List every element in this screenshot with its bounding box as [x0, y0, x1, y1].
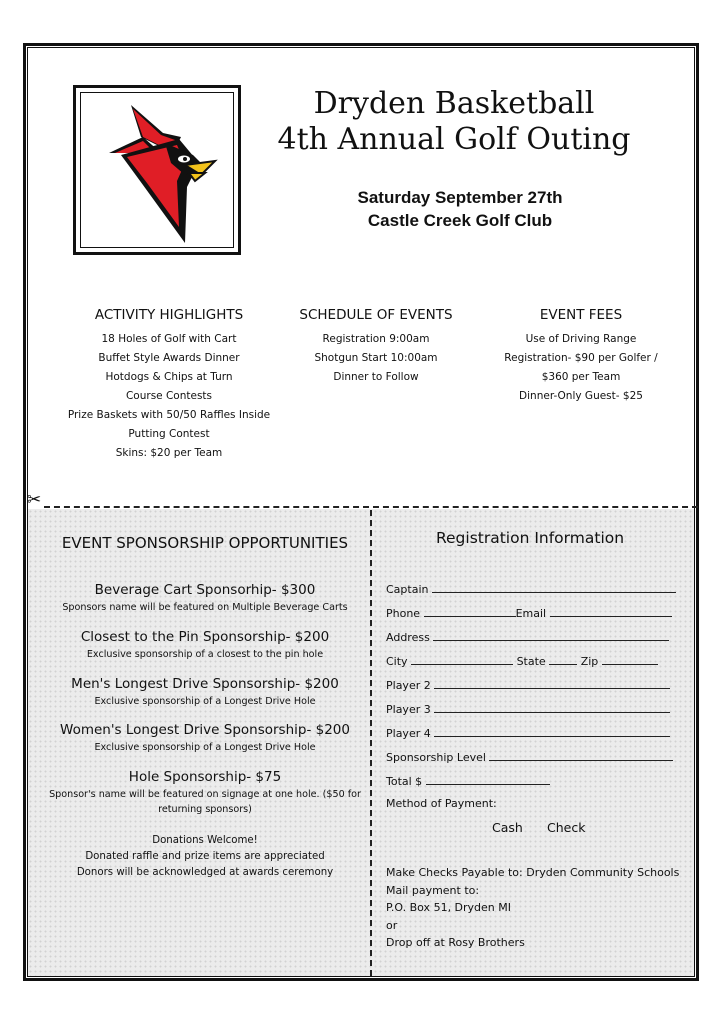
- player3-label: Player 3: [386, 703, 431, 716]
- donations-line: Donations Welcome!: [152, 835, 258, 846]
- state-field[interactable]: [549, 652, 577, 665]
- highlight-item: Skins: $20 per Team: [115, 447, 223, 459]
- sponsorship-name: Closest to the Pin Sponsorship- $200: [80, 629, 330, 645]
- schedule-of-events: [287, 306, 465, 387]
- sponsorship-desc: Exclusive sponsorship of a Longest Drive Hole: [94, 742, 316, 753]
- logo-frame: [73, 85, 241, 255]
- sponsorship-item: [40, 581, 370, 615]
- sponsorship-name: Hole Sponsorship- $75: [128, 769, 282, 785]
- schedule-item: Shotgun Start 10:00am: [314, 352, 438, 364]
- address-label: Address: [386, 631, 430, 644]
- captain-row: [386, 580, 676, 598]
- player3-field[interactable]: [434, 700, 670, 713]
- sponsorship-name: Beverage Cart Sponsorhip- $300: [94, 582, 316, 598]
- fees-heading: EVENT FEES: [539, 307, 623, 323]
- highlight-item: Buffet Style Awards Dinner: [98, 352, 240, 364]
- sponsorship-item: [40, 675, 370, 709]
- event-venue: Castle Creek Golf Club: [367, 211, 553, 230]
- sponsorship-heading: EVENT SPONSORSHIP OPPORTUNITIES: [61, 534, 349, 552]
- highlight-item: Course Contests: [125, 390, 213, 402]
- page-title: [262, 86, 646, 158]
- highlights-heading: ACTIVITY HIGHLIGHTS: [94, 307, 244, 323]
- event-date: Saturday September 27th: [357, 188, 563, 207]
- address-field[interactable]: [433, 628, 669, 641]
- check-option[interactable]: Check: [547, 820, 586, 835]
- donations-line: Donated raffle and prize items are appreciated: [85, 851, 325, 862]
- sponsorship-item: [40, 628, 370, 662]
- sponsorship-level-row: [386, 748, 673, 766]
- player4-label: Player 4: [386, 727, 431, 740]
- payable-to: Make Checks Payable to: Dryden Community Schools: [386, 866, 680, 879]
- event-subtitle: [320, 186, 600, 232]
- fee-item: Use of Driving Range: [525, 333, 637, 345]
- fee-item: Registration- $90 per Golfer /: [504, 352, 658, 364]
- phone-field[interactable]: [424, 604, 516, 617]
- scissors-icon: ✂: [27, 490, 42, 509]
- fee-item: $360 per Team: [541, 371, 621, 383]
- highlight-item: Hotdogs & Chips at Turn: [105, 371, 233, 383]
- column-divider: [370, 510, 372, 976]
- contact-row: [386, 604, 672, 622]
- sponsorship-item: [40, 768, 370, 817]
- logo-inner-frame: [80, 92, 234, 248]
- total-row: [386, 772, 550, 790]
- zip-field[interactable]: [602, 652, 658, 665]
- cash-option[interactable]: Cash: [492, 820, 523, 835]
- city-field[interactable]: [411, 652, 513, 665]
- schedule-item: Registration 9:00am: [322, 333, 430, 345]
- city-row: [386, 652, 658, 670]
- email-label: Email: [515, 607, 547, 620]
- payment-instructions: [386, 864, 679, 952]
- zip-label: Zip: [580, 655, 599, 668]
- cardinal-logo-icon: [81, 93, 237, 251]
- title-line-2: 4th Annual Golf Outing: [277, 122, 631, 157]
- captain-label: Captain: [386, 583, 429, 596]
- mail-to-label: Mail payment to:: [386, 883, 480, 897]
- email-field[interactable]: [550, 604, 672, 617]
- sponsorship-level-field[interactable]: [489, 748, 673, 761]
- mail-address: P.O. Box 51, Dryden MI: [386, 901, 512, 914]
- sponsorship-name: Men's Longest Drive Sponsorship- $200: [71, 676, 339, 692]
- captain-field[interactable]: [432, 580, 676, 593]
- player2-label: Player 2: [386, 679, 431, 692]
- sponsorship-desc-2: returning sponsors): [158, 804, 252, 815]
- sponsorship-desc: Exclusive sponsorship of a Longest Drive Hole: [94, 696, 316, 707]
- player3-row: [386, 700, 670, 718]
- event-fees: [495, 306, 667, 406]
- donations-note: [40, 833, 370, 881]
- highlight-item: Putting Contest: [128, 428, 210, 440]
- sponsorship-item: [40, 721, 370, 755]
- sponsorship-level-label: Sponsorship Level: [386, 751, 486, 764]
- dropoff-location: Drop off at Rosy Brothers: [386, 936, 525, 949]
- player4-field[interactable]: [434, 724, 670, 737]
- donations-line: Donors will be acknowledged at awards ceremony: [76, 867, 334, 878]
- sponsorship-desc: Sponsors name will be featured on Multiple Beverage Carts: [62, 602, 348, 613]
- player4-row: [386, 724, 670, 742]
- registration-heading: Registration Information: [435, 529, 625, 547]
- total-field[interactable]: [426, 772, 550, 785]
- sponsorship-desc: Sponsor's name will be featured on signage at one hole. ($50 for: [49, 789, 361, 800]
- schedule-item: Dinner to Follow: [333, 371, 419, 383]
- highlight-item: 18 Holes of Golf with Cart: [101, 333, 237, 345]
- city-label: City: [386, 655, 408, 668]
- highlight-item: Prize Baskets with 50/50 Raffles Inside: [67, 409, 271, 421]
- schedule-heading: SCHEDULE OF EVENTS: [299, 307, 453, 323]
- state-label: State: [516, 655, 546, 668]
- total-label: Total $: [386, 775, 423, 788]
- fee-item: Dinner-Only Guest- $25: [519, 390, 643, 402]
- phone-label: Phone: [386, 607, 421, 620]
- payment-method-label: Method of Payment:: [386, 797, 497, 810]
- title-line-1: Dryden Basketball: [313, 86, 595, 121]
- activity-highlights: [58, 306, 280, 463]
- player2-row: [386, 676, 670, 694]
- or-text: or: [386, 918, 398, 932]
- cut-line: [44, 506, 698, 508]
- sponsorship-name: Women's Longest Drive Sponsorship- $200: [60, 722, 350, 738]
- sponsorship-desc: Exclusive sponsorship of a closest to the pin hole: [86, 649, 324, 660]
- address-row: [386, 628, 669, 646]
- player2-field[interactable]: [434, 676, 670, 689]
